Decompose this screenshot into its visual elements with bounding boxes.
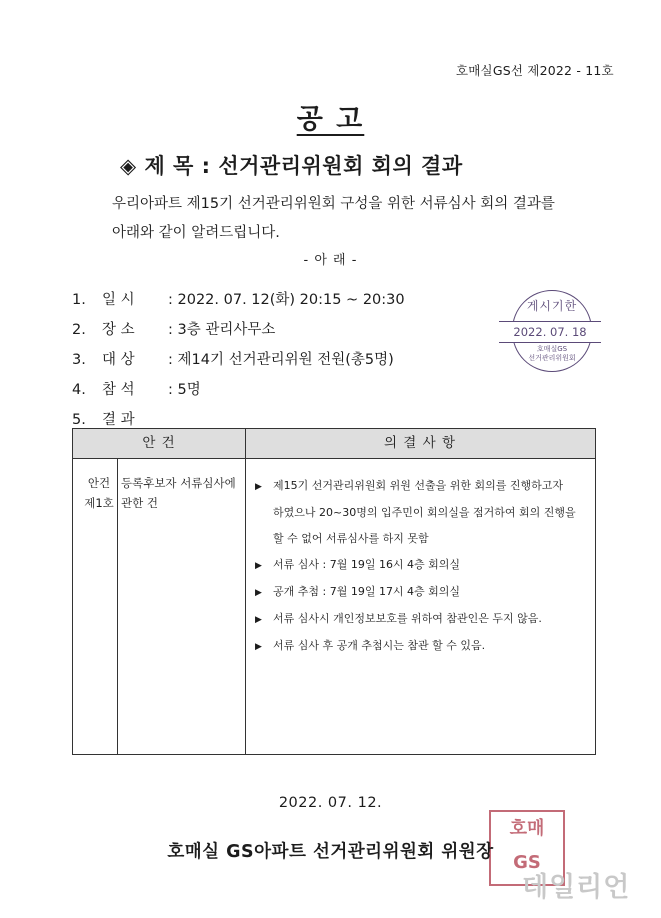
seal-text-2: GS [513, 852, 541, 873]
item-value: : 2022. 07. 12(화) 20:15 ~ 20:30 [168, 292, 405, 308]
decision-text: 공개 추첨 : 7월 19일 17시 4층 회의실 [273, 585, 461, 598]
issue-date: 2022. 07. 12. [278, 795, 383, 811]
stamp-org-line-2: 선거관리위원회 [528, 354, 576, 362]
intro-line-2: 아래와 같이 알려드립니다. [112, 225, 280, 241]
decision-cell [255, 473, 590, 660]
stamp-date: 2022. 07. 18 [499, 321, 601, 343]
detail-item-attendance [72, 375, 405, 405]
organization-signature: 호매실 GS아파트 선거관리위원회 위원장 [167, 842, 494, 862]
stamp-org [513, 345, 591, 363]
detail-item-time [72, 285, 405, 315]
decision-text: 서류 심사 후 공개 추첨시는 참관 할 수 있음. [273, 639, 486, 652]
bullet-icon: ▶ [255, 642, 262, 652]
decision-text: 서류 심사시 개인정보보호를 위하여 참관인은 두지 않음. [273, 612, 542, 625]
bullet-icon: ▶ [255, 561, 262, 571]
stamp-org-line-1: 호매실GS [536, 345, 568, 353]
decision-continuation: 할 수 없어 서류심사를 하지 못함 [273, 532, 429, 545]
decision-item [255, 606, 590, 633]
bullet-icon: ▶ [255, 482, 262, 492]
intro-line-1: 우리아파트 제15기 선거관리위원회 구성을 위한 서류심사 회의 결과를 [112, 196, 555, 212]
table-header [73, 429, 595, 459]
detail-item-target [72, 345, 405, 375]
agenda-number-cell [79, 473, 119, 513]
agenda-title-line-1: 등록후보자 서류심사에 [121, 476, 236, 490]
item-number: 2. [72, 322, 86, 338]
below-label: - 아 래 - [303, 253, 358, 268]
item-number: 3. [72, 352, 86, 368]
posting-deadline-stamp [512, 290, 592, 372]
item-label: 일 시 [102, 292, 135, 308]
decision-text: 제15기 선거관리위원회 위원 선출을 위한 회의를 진행하고자 [273, 479, 563, 492]
item-number: 1. [72, 292, 86, 308]
header-agenda: 안 건 [142, 435, 176, 451]
header-decision: 의 결 사 항 [383, 435, 457, 451]
decision-item [255, 633, 590, 660]
bullet-icon: ▶ [255, 588, 262, 598]
agenda-title-line-2: 관한 건 [121, 496, 158, 510]
page-title [0, 97, 661, 136]
item-label: 결 과 [102, 412, 135, 428]
decision-text: 서류 심사 : 7월 19일 16시 4층 회의실 [273, 558, 461, 571]
bullet-icon: ▶ [255, 615, 262, 625]
decision-item [255, 473, 590, 500]
item-value: : 5명 [168, 382, 201, 398]
item-value: : 제14기 선거관리위원 전원(총5명) [168, 352, 394, 368]
watermark: 데일리언 [522, 872, 631, 903]
title-text: 공 고 [296, 104, 365, 135]
agenda-number-line-2: 제1호 [84, 496, 114, 510]
item-value: : 3층 관리사무소 [168, 322, 276, 338]
subject-line: ◈ 제 목 : 선거관리위원회 회의 결과 [120, 154, 463, 178]
detail-item-place [72, 315, 405, 345]
decision-continuation: 하였으나 20~30명의 입주민이 회의실을 점거하여 회의 진행을 [273, 506, 576, 519]
results-table [72, 428, 596, 755]
agenda-title-cell [121, 473, 249, 513]
document-number: 호매실GS선 제2022 - 11호 [456, 63, 614, 78]
agenda-number-line-1: 안건 [87, 476, 111, 490]
decision-item [255, 552, 590, 579]
decision-item [255, 579, 590, 606]
item-label: 참 석 [102, 382, 135, 398]
item-number: 5. [72, 412, 86, 428]
stamp-label: 게시기한 [526, 299, 578, 313]
intro-text [112, 190, 602, 248]
details-list [72, 285, 405, 435]
item-label: 장 소 [102, 322, 135, 338]
seal-text-1: 호매 [509, 818, 545, 839]
item-number: 4. [72, 382, 86, 398]
item-label: 대 상 [102, 352, 135, 368]
